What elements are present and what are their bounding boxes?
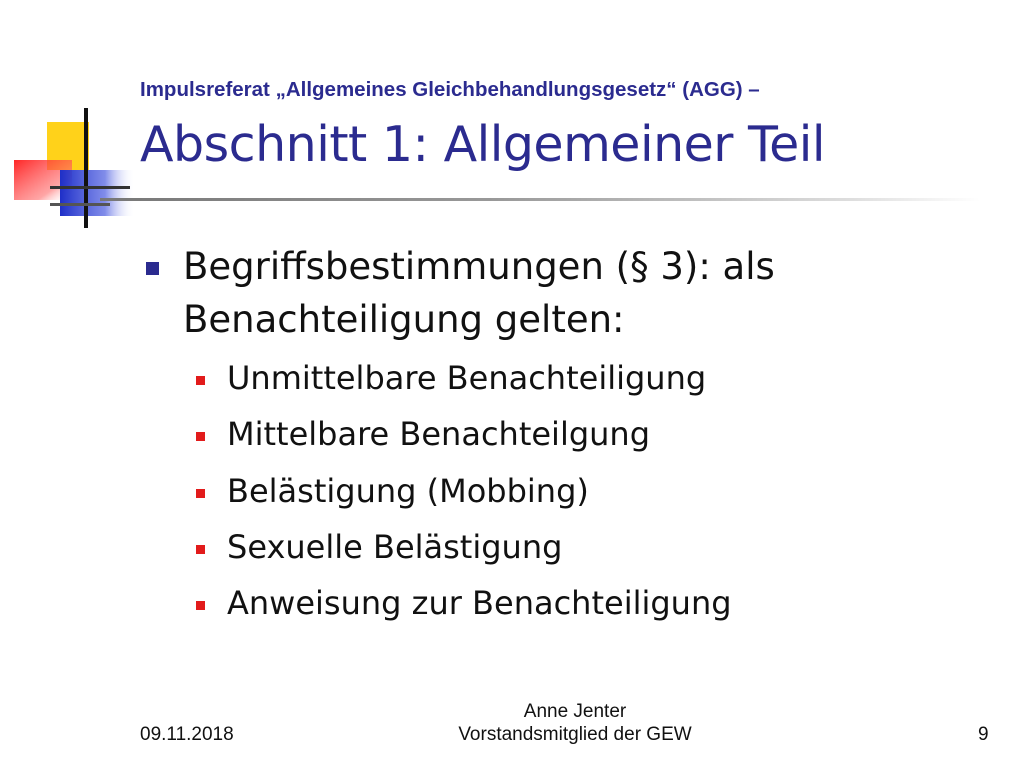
overlapping-squares-crosshair-icon xyxy=(0,0,140,240)
author-name: Anne Jenter xyxy=(523,701,627,722)
bullet-square-icon xyxy=(196,601,205,610)
bullet-square-icon xyxy=(196,432,205,441)
bullet-square-icon xyxy=(196,376,205,385)
header-divider xyxy=(100,198,980,201)
sub-point: Sexuelle Belästigung xyxy=(227,528,563,566)
bullet-square-icon xyxy=(196,489,205,498)
slide-subtitle: Impulsreferat „Allgemeines Gleichbehandlungsgesetz“ (AGG) – xyxy=(140,78,760,101)
sub-point: Mittelbare Benachteilgung xyxy=(227,415,651,453)
footer-date: 09.11.2018 xyxy=(140,724,234,745)
main-point: Begriffsbestimmungen (§ 3): als Benachteiligung gelten: xyxy=(183,245,775,341)
slide-title: Abschnitt 1: Allgemeiner Teil xyxy=(140,116,825,173)
sub-point: Belästigung (Mobbing) xyxy=(227,472,589,510)
bullet-square-icon xyxy=(196,545,205,554)
author-role: Vorstandsmitglied der GEW xyxy=(458,724,692,745)
sub-point: Unmittelbare Benachteiligung xyxy=(227,359,707,397)
bullet-square-icon xyxy=(146,262,159,275)
page-number: 9 xyxy=(978,724,989,745)
sub-point: Anweisung zur Benachteiligung xyxy=(227,584,732,622)
footer-author xyxy=(380,700,770,746)
